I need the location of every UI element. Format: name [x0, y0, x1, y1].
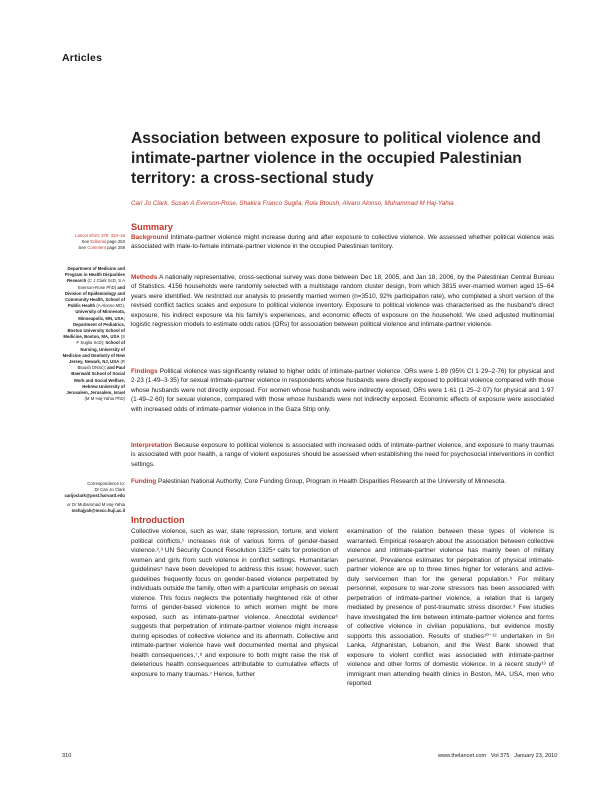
sidebar-affiliations: [62, 266, 125, 402]
background-text: Intimate-partner violence might increase during and after exposure to collective violence. We assessed whether political violence was associated with male-to-female intimate-partner violence in the occupied Palestinian territory.: [131, 234, 554, 251]
comment-reference[interactable]: See Comment page 259: [78, 245, 125, 251]
correspondence-heading: Correspondence to:: [87, 481, 125, 486]
findings-text: Political violence was significantly related to higher odds of intimate-partner violence. ORs were 1·89 (95% CI 1·29–2·76) for physical and 2·23 (1·49–3·35) for sexual intimate-partner violence in respondents whose husbands were directly exposed to political violence compared with those whose husbands were not directly exposed. For women whose husbands were indirectly exposed, ORs were 1·61 (1·25–2·07) for physical and 1·97 (1·49–2·60) for sexual violence, compared with those whose husbands were not indirectly exposed. Economic effects of exposure were associated with increased odds of intimate-partner violence in the Gaza Strip only.: [131, 368, 554, 413]
introduction-column-1: Collective violence, such as war, state repression, torture, and violent political conflicts,¹ increases risk of various forms of gender-based violence.²,³ UN Security Council Resolution 1325⁴ calls for protection of women and girls from such violence in conflict settings. Humanitarian guidelines⁵ have been developed to address this issue; however, such guidelines frequently focus on gender-based violence perpetrated by individuals outside the family, often with a particular emphasis on sexual violence. This focus neglects the potentially heightened risk of other forms of gender-based violence to which women might be more exposed, such as intimate-partner violence. Anecdotal evidence⁶ suggests that perpetration of intimate-partner violence might increase during episodes of collective violence and its aftermath. Collective and intimate-partner violence have well documented mental and physical health consequences,⁷,⁸ and exposure to both might raise the risk of deleterious health consequences attributable to cumulative effects of exposure to many traumas.⁷ Hence, further: [131, 528, 338, 678]
summary-funding: [131, 477, 554, 486]
introduction-heading: Introduction: [131, 515, 185, 525]
methods-label: Methods: [131, 274, 158, 281]
findings-label: Findings: [131, 368, 158, 375]
summary-methods: [131, 273, 554, 329]
correspondence-name-1: Dr Cari Jo Clark: [94, 487, 125, 493]
editorial-link[interactable]: Editorial: [90, 239, 106, 245]
sidebar-references: [62, 233, 125, 252]
interpretation-label: Interpretation: [131, 442, 173, 449]
summary-heading: Summary: [131, 222, 173, 232]
correspondence-name-2: or Dr Muhammad M Haj-Yahia: [67, 501, 125, 507]
interpretation-text: Because exposure to political violence is associated with increased odds of intimate-partner violence, and exposure to many traumas is associated with poor health, a range of violent exposures should be assessed when establishing the need for psychosocial interventions in conflict settings.: [131, 442, 554, 468]
editorial-reference[interactable]: See Editorial page 253: [81, 239, 125, 245]
funding-label: Funding: [131, 478, 157, 485]
page-number: 310: [62, 753, 72, 759]
summary-background: [131, 233, 554, 252]
section-label: Articles: [62, 52, 103, 64]
article-title: Association between exposure to political violence and intimate-partner violence in the occupied Palestinian territory: a cross-sectional study: [131, 130, 541, 187]
correspondence-email-1[interactable]: carijoclark@post.harvard.edu: [64, 493, 125, 499]
funding-text: Palestinian National Authority, Core Funding Group, Program in Health Disparities Research at the University of Minnesota.: [157, 478, 506, 485]
introduction-column-2: examination of the relation between these types of violence is warranted. Empirical research about the association between collective violence and intimate-partner violence has mainly been of military personnel. Prevalence estimates for perpetration of physical intimate-partner violence are up to three times higher for veterans and active-duty servicemen than for the general population.⁹ For military personnel, exposure to war-zone stressors has been associated with perpetration of intimate-partner violence, a relation that is largely mediated by presence of post-traumatic stress disorder.⁹ Few studies have investigated the link between intimate-partner violence and forms of collective violence in civilian populations, but evidence mostly supports this association. Results of studies¹⁰⁻¹² undertaken in Sri Lanka, Afghanistan, Lebanon, and the West Bank showed that exposure to violent conflict was associated with intimate-partner violence and other forms of domestic violence. In a recent study¹³ of immigrant men attending health clinics in Boston, MA, USA, men who reported: [347, 528, 554, 687]
background-label: Background: [131, 234, 169, 241]
summary-interpretation: [131, 441, 554, 469]
citation: Lancet 2010; 375: 310–16: [75, 233, 125, 238]
comment-link[interactable]: Comment: [87, 245, 106, 251]
affiliation-2: Department of Pediatrics, Boston University School of Medicine, Boston, MA, USA (S F Suglia ScD); School of Nursing, University of Medicine and Dentistry of New Jersey, Newark, NJ, USA (R Btoush DNSc); and Paul Baerwald School of Social Work and Social Welfare, Hebrew University of Jerusalem, Jerusalem, Israel (M M Haj-Yahia PhD): [62, 321, 125, 402]
summary-findings: [131, 367, 554, 414]
correspondence-email-2[interactable]: mshajyah@mscc.huji.ac.il: [71, 507, 125, 513]
affiliation-1: Department of Medicine and Program in Health Disparities Research (C J Clark ScD, S A Everson-Rose PhD) and Division of Epidemiology and Community Health, School of Public Health (A Alonso MD), University of Minnesota, Minneapolis, MN, USA;: [64, 266, 125, 321]
methods-text: A nationally representative, cross-sectional survey was done between Dec 18, 2005, and Jan 18, 2006, by the Palestinian Central Bureau of Statistics. 4156 households were randomly selected with a multistage random cluster design, from which 3815 ever-married women aged 15–64 years were identified. We restricted our analysis to presently married women (n=3510, 92% participation rate), who completed a short version of the revised conflict tactics scales and exposure to political violence inventory. Exposure to political violence was characterised as the husband's direct exposure, his indirect exposure via his family's experiences, and economic effects of exposure on the household. We used adjusted multinomial logistic regression models to estimate odds ratios (ORs) for association between political violence and intimate-partner violence.: [131, 274, 554, 329]
sidebar-correspondence: [62, 481, 125, 514]
author-list[interactable]: Cari Jo Clark, Susan A Everson-Rose, Shakira Franco Suglia, Rula Btoush, Alvaro Alonso, Muhammad M Haj-Yahia: [131, 200, 454, 207]
journal-footer: www.thelancet.com Vol 375 January 23, 2010: [438, 753, 558, 759]
